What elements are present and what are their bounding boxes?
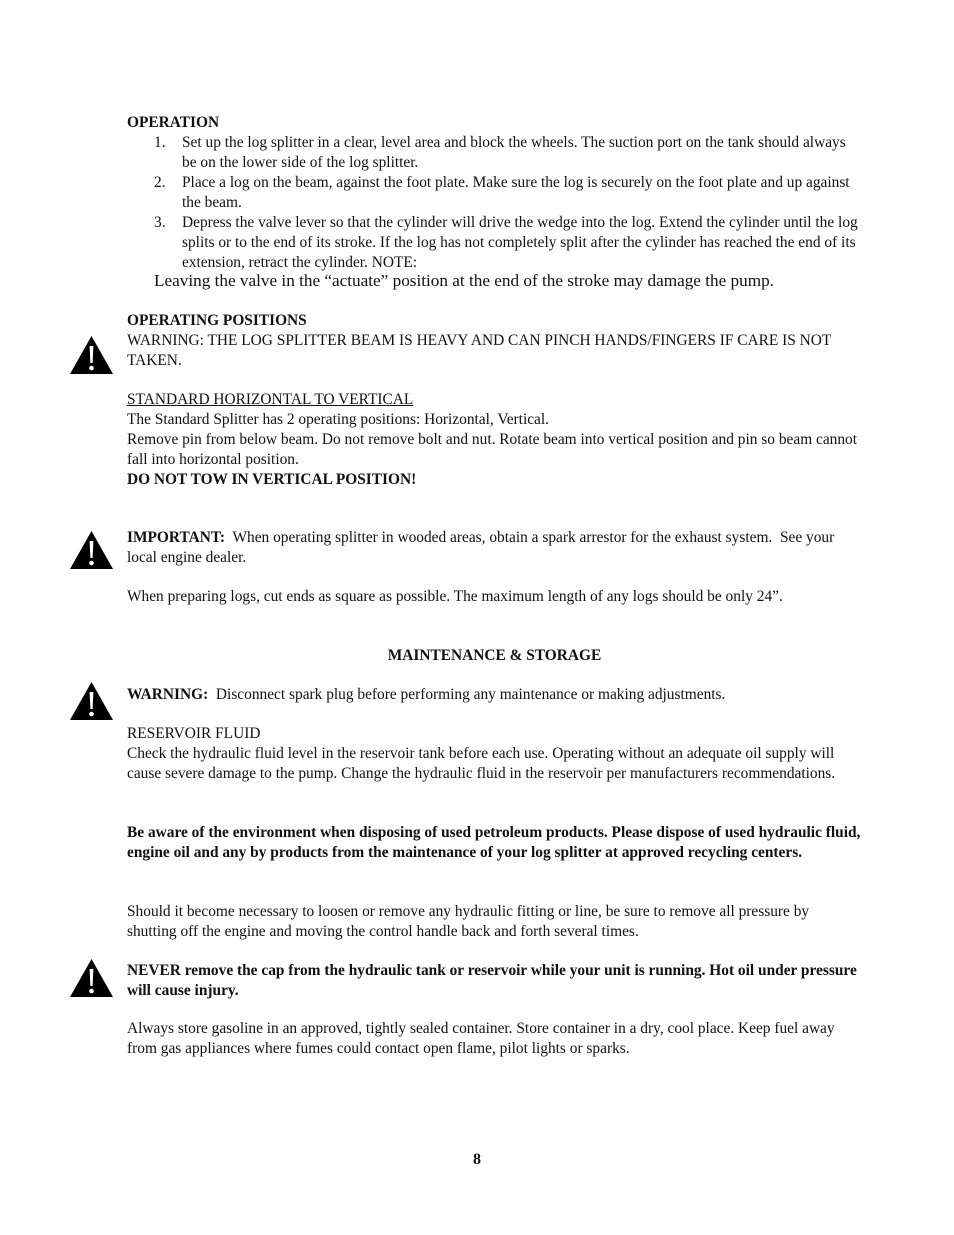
warning-label: WARNING: [127, 686, 209, 703]
warning-triangle-icon [69, 681, 114, 721]
step-text: Depress the valve lever so that the cylinder will drive the wedge into the log. Extend the cylinder until the log splits or to the end of its stroke. If the log has not completely split after the cylinder has reached the end of its extension, retract the cylinder. NOTE: [182, 214, 858, 271]
preparing-logs-text: When preparing logs, cut ends as square as possible. The maximum length of any logs should be only 24”. [127, 588, 783, 605]
list-item [154, 173, 864, 213]
operation-note: Leaving the valve in the “actuate” position at the end of the stroke may damage the pump. [154, 271, 774, 290]
warning-text: Disconnect spark plug before performing any maintenance or making adjustments. [208, 686, 726, 703]
rotate-beam-text: Remove pin from below beam. Do not remove bolt and nut. Rotate beam into vertical position and pin so beam cannot fall into horizontal position. [127, 431, 858, 468]
warning-triangle-icon [69, 530, 114, 570]
reservoir-fluid-heading: RESERVOIR FLUID [127, 725, 261, 742]
warning-triangle-icon [69, 335, 114, 375]
spark-plug-warning [127, 685, 862, 705]
reservoir-fluid-text: Check the hydraulic fluid level in the reservoir tank before each use. Operating without an adequate oil supply will cause severe damage to the pump. Change the hydraulic fluid in the reservoir per manufacturers recommendations. [127, 745, 836, 782]
important-text: When operating splitter in wooded areas, obtain a spark arrestor for the exhaust system. See your local engine dealer. [127, 529, 839, 566]
warning-triangle-icon [69, 958, 114, 998]
important-notice [127, 528, 862, 568]
list-item [154, 213, 864, 273]
operation-heading: OPERATION [127, 114, 220, 131]
step-number: 3. [154, 214, 166, 231]
step-number: 2. [154, 174, 166, 191]
pressure-release-text: Should it become necessary to loosen or remove any hydraulic fitting or line, be sure to remove all pressure by shutting off the engine and moving the control handle back and forth several times. [127, 903, 810, 940]
standard-horizontal-subheading: STANDARD HORIZONTAL TO VERTICAL [127, 391, 414, 408]
step-text: Set up the log splitter in a clear, level area and block the wheels. The suction port on the tank should always be on the lower side of the log splitter. [182, 134, 846, 171]
step-number: 1. [154, 134, 166, 151]
do-not-tow-warning: DO NOT TOW IN VERTICAL POSITION! [127, 471, 417, 488]
gasoline-storage-text: Always store gasoline in an approved, tightly sealed container. Store container in a dry, cool place. Keep fuel away from gas appliances where fumes could contact open flame, pilot lights or sparks. [127, 1020, 835, 1057]
operating-positions-heading: OPERATING POSITIONS [127, 312, 307, 329]
page-number: 8 [473, 1151, 481, 1168]
operation-steps-list [154, 133, 864, 273]
step-text: Place a log on the beam, against the foot plate. Make sure the log is securely on the foot plate and up against the beam. [182, 174, 850, 211]
environment-notice: Be aware of the environment when disposing of used petroleum products. Please dispose of used hydraulic fluid, engine oil and any by products from the maintenance of your log splitter at approved recycling centers. [127, 824, 861, 861]
list-item [154, 133, 864, 173]
pinch-warning-text: WARNING: THE LOG SPLITTER BEAM IS HEAVY AND CAN PINCH HANDS/FINGERS IF CARE IS NOT TAKEN. [127, 332, 832, 369]
hot-oil-warning: NEVER remove the cap from the hydraulic tank or reservoir while your unit is running. Hot oil under pressure will cause injury. [127, 962, 857, 999]
important-label: IMPORTANT: [127, 529, 226, 546]
operating-positions-text: The Standard Splitter has 2 operating positions: Horizontal, Vertical. [127, 411, 550, 428]
maintenance-heading: MAINTENANCE & STORAGE [387, 647, 602, 664]
